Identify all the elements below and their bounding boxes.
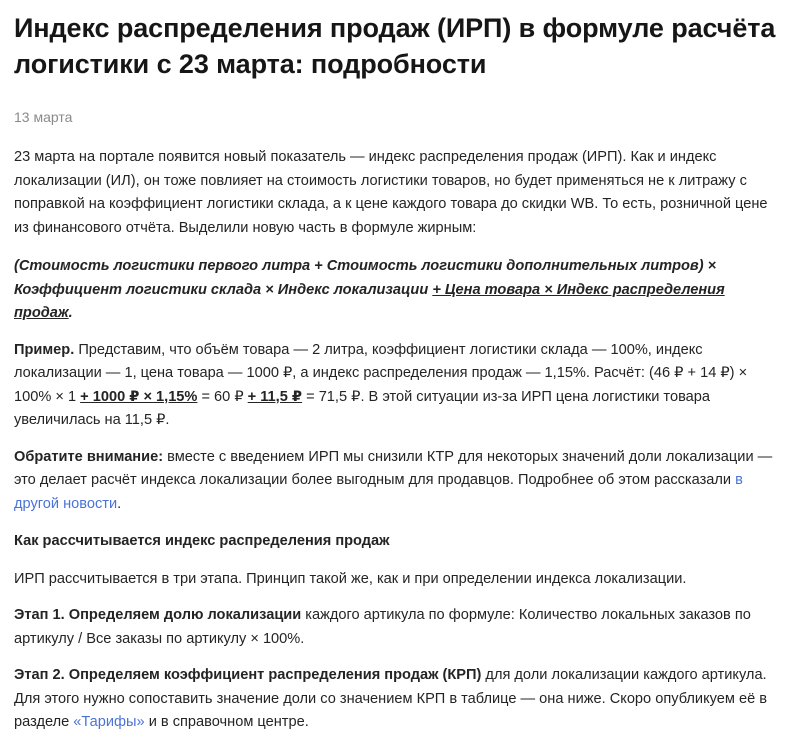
other-news-link[interactable]: в другой новости	[14, 472, 743, 512]
formula-paragraph	[14, 255, 784, 326]
example-bold-2: + 11,5 ₽	[247, 388, 303, 405]
example-text-1: Представим, что объём товара — 2 литра, коэффициент логистики склада — 100%, индекс локализации — 1, цена товара — 1000 ₽, а индекс распределения продаж — 1,15%. Расчёт: (46 ₽ + 14 ₽) × 100% × 1	[14, 341, 748, 405]
article-date: 13 марта	[14, 109, 73, 125]
formula-base: (Стоимость логистики первого литра + Стоимость логистики дополнительных литров) × Коэффициент логистики склада × Индекс локализации	[14, 258, 717, 298]
intro-paragraph: 23 марта на портале появится новый показатель — индекс распределения продаж (ИРП). Как и индекс локализации (ИЛ), он тоже повлияет на стоимость логистики товаров, но будет применяться не к литражу с поправкой на коэффициент логистики склада, а к цене каждого товара до скидки WB. То есть, розничной цене из финансового отчёта. Выделили новую часть в формуле жирным:	[14, 149, 768, 236]
stage-1-label: Этап 1. Определяем долю локализации	[14, 607, 302, 623]
section-heading: Как рассчитывается индекс распределения продаж	[14, 533, 390, 549]
example-bold-1: + 1000 ₽ × 1,15%	[80, 388, 198, 405]
note-label: Обратите внимание:	[14, 448, 164, 465]
tariffs-link[interactable]: «Тарифы»	[73, 714, 145, 730]
formula-added-part: + Цена товара × Индекс распределения продаж	[14, 281, 725, 321]
note-text: вместе с введением ИРП мы снизили КТР для некоторых значений доли локализации — это делает расчёт индекса локализации более выгодным для продавцов. Подробнее об этом рассказали	[14, 448, 773, 488]
stage-1-paragraph	[14, 604, 784, 651]
example-paragraph	[14, 339, 784, 433]
stage-2-text: для доли локализации каждого артикула. Для этого нужно сопоставить значение доли со значением КРП в таблице — она ниже. Скоро опубликуем её в разделе	[14, 667, 767, 730]
example-label: Пример.	[14, 341, 75, 358]
stage-2-end: и в справочном центре.	[144, 714, 309, 730]
example-text-3: = 71,5 ₽. В этой ситуации из-за ИРП цена логистики товара увеличилась на 11,5 ₽.	[14, 388, 711, 428]
example-text-2: = 60 ₽	[197, 388, 248, 405]
stage-1-text: каждого артикула по формуле: Количество локальных заказов по артикулу / Все заказы по артикулу × 100%.	[14, 607, 751, 647]
article-title: Индекс распределения продаж (ИРП) в формуле расчёта логистики с 23 марта: подробности	[14, 13, 776, 79]
stage-2-label: Этап 2. Определяем коэффициент распределения продаж (КРП)	[14, 667, 482, 683]
stages-intro: ИРП рассчитывается в три этапа. Принцип такой же, как и при определении индекса локализации.	[14, 570, 687, 587]
note-end: .	[117, 495, 122, 512]
stage-2-paragraph	[14, 664, 784, 735]
note-paragraph	[14, 446, 784, 517]
formula-end: .	[68, 305, 73, 321]
